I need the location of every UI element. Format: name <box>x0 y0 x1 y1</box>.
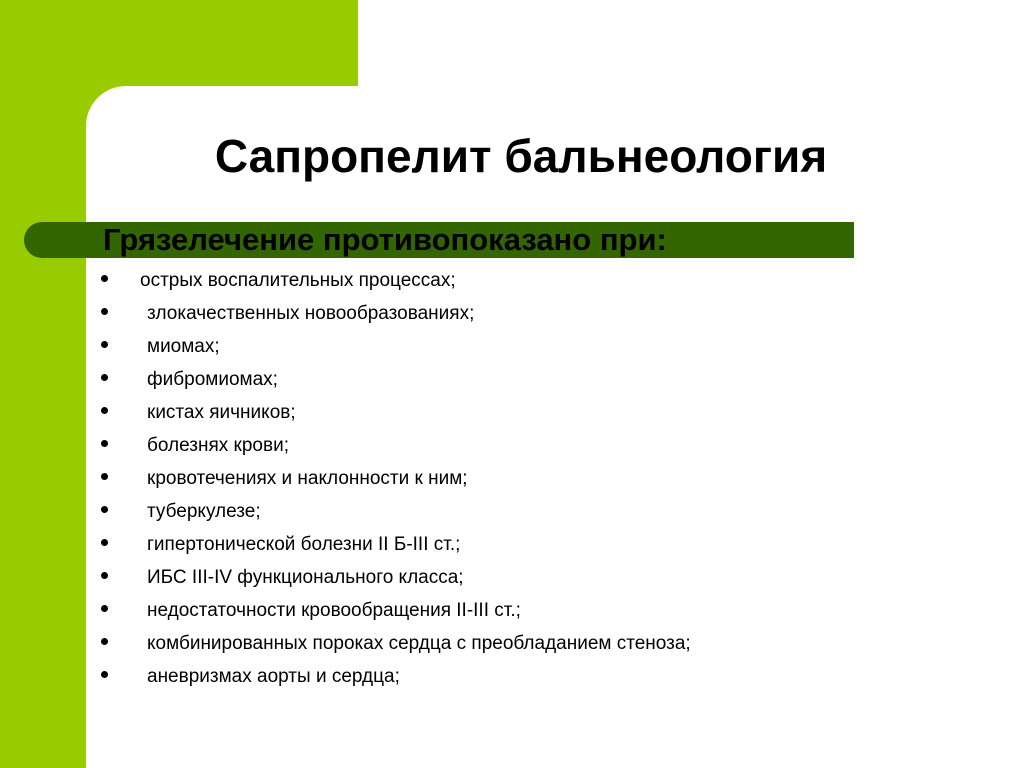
list-item <box>101 429 691 462</box>
list-item-text: острых воспалительных процессах; <box>140 270 456 291</box>
bullet-dot-icon <box>101 341 108 348</box>
list-item <box>101 594 691 627</box>
bullet-dot-icon <box>101 605 108 612</box>
list-item-text: гипертонической болезни II Б-III ст.; <box>147 534 461 555</box>
contraindications-list <box>101 264 691 693</box>
list-item <box>101 264 691 297</box>
bullet-dot-icon <box>101 308 108 315</box>
bullet-dot-icon <box>101 671 108 678</box>
bullet-dot-icon <box>101 407 108 414</box>
bullet-dot-icon <box>101 275 108 282</box>
list-item-text: ИБС III-IV функционального класса; <box>147 567 464 588</box>
list-item-text: комбинированных пороках сердца с преобладанием стеноза; <box>147 633 691 654</box>
list-item <box>101 396 691 429</box>
list-item <box>101 561 691 594</box>
bullet-dot-icon <box>101 539 108 546</box>
list-item-text: кистах яичников; <box>147 402 296 423</box>
list-item <box>101 297 691 330</box>
list-item-text: туберкулезе; <box>147 501 261 522</box>
list-item-text: злокачественных новообразованиях; <box>147 303 475 324</box>
list-item <box>101 627 691 660</box>
bullet-dot-icon <box>101 638 108 645</box>
list-item-text: аневризмах аорты и сердца; <box>147 666 400 687</box>
list-item <box>101 660 691 693</box>
list-item <box>101 330 691 363</box>
list-heading: Грязелечение противопоказано при: <box>103 222 667 257</box>
bullet-dot-icon <box>101 572 108 579</box>
list-item-text: кровотечениях и наклонности к ним; <box>147 468 468 489</box>
list-item <box>101 363 691 396</box>
list-item-text: миомах; <box>147 336 220 357</box>
list-item <box>101 495 691 528</box>
bullet-dot-icon <box>101 374 108 381</box>
list-item-text: недостаточности кровообращения II-III ст.; <box>147 600 521 621</box>
list-item-text: болезнях крови; <box>147 435 289 456</box>
bullet-dot-icon <box>101 440 108 447</box>
bullet-dot-icon <box>101 506 108 513</box>
bullet-dot-icon <box>101 473 108 480</box>
list-item <box>101 462 691 495</box>
list-item <box>101 528 691 561</box>
list-item-text: фибромиомах; <box>147 369 278 390</box>
slide-title: Сапропелит бальнеология <box>214 130 828 182</box>
